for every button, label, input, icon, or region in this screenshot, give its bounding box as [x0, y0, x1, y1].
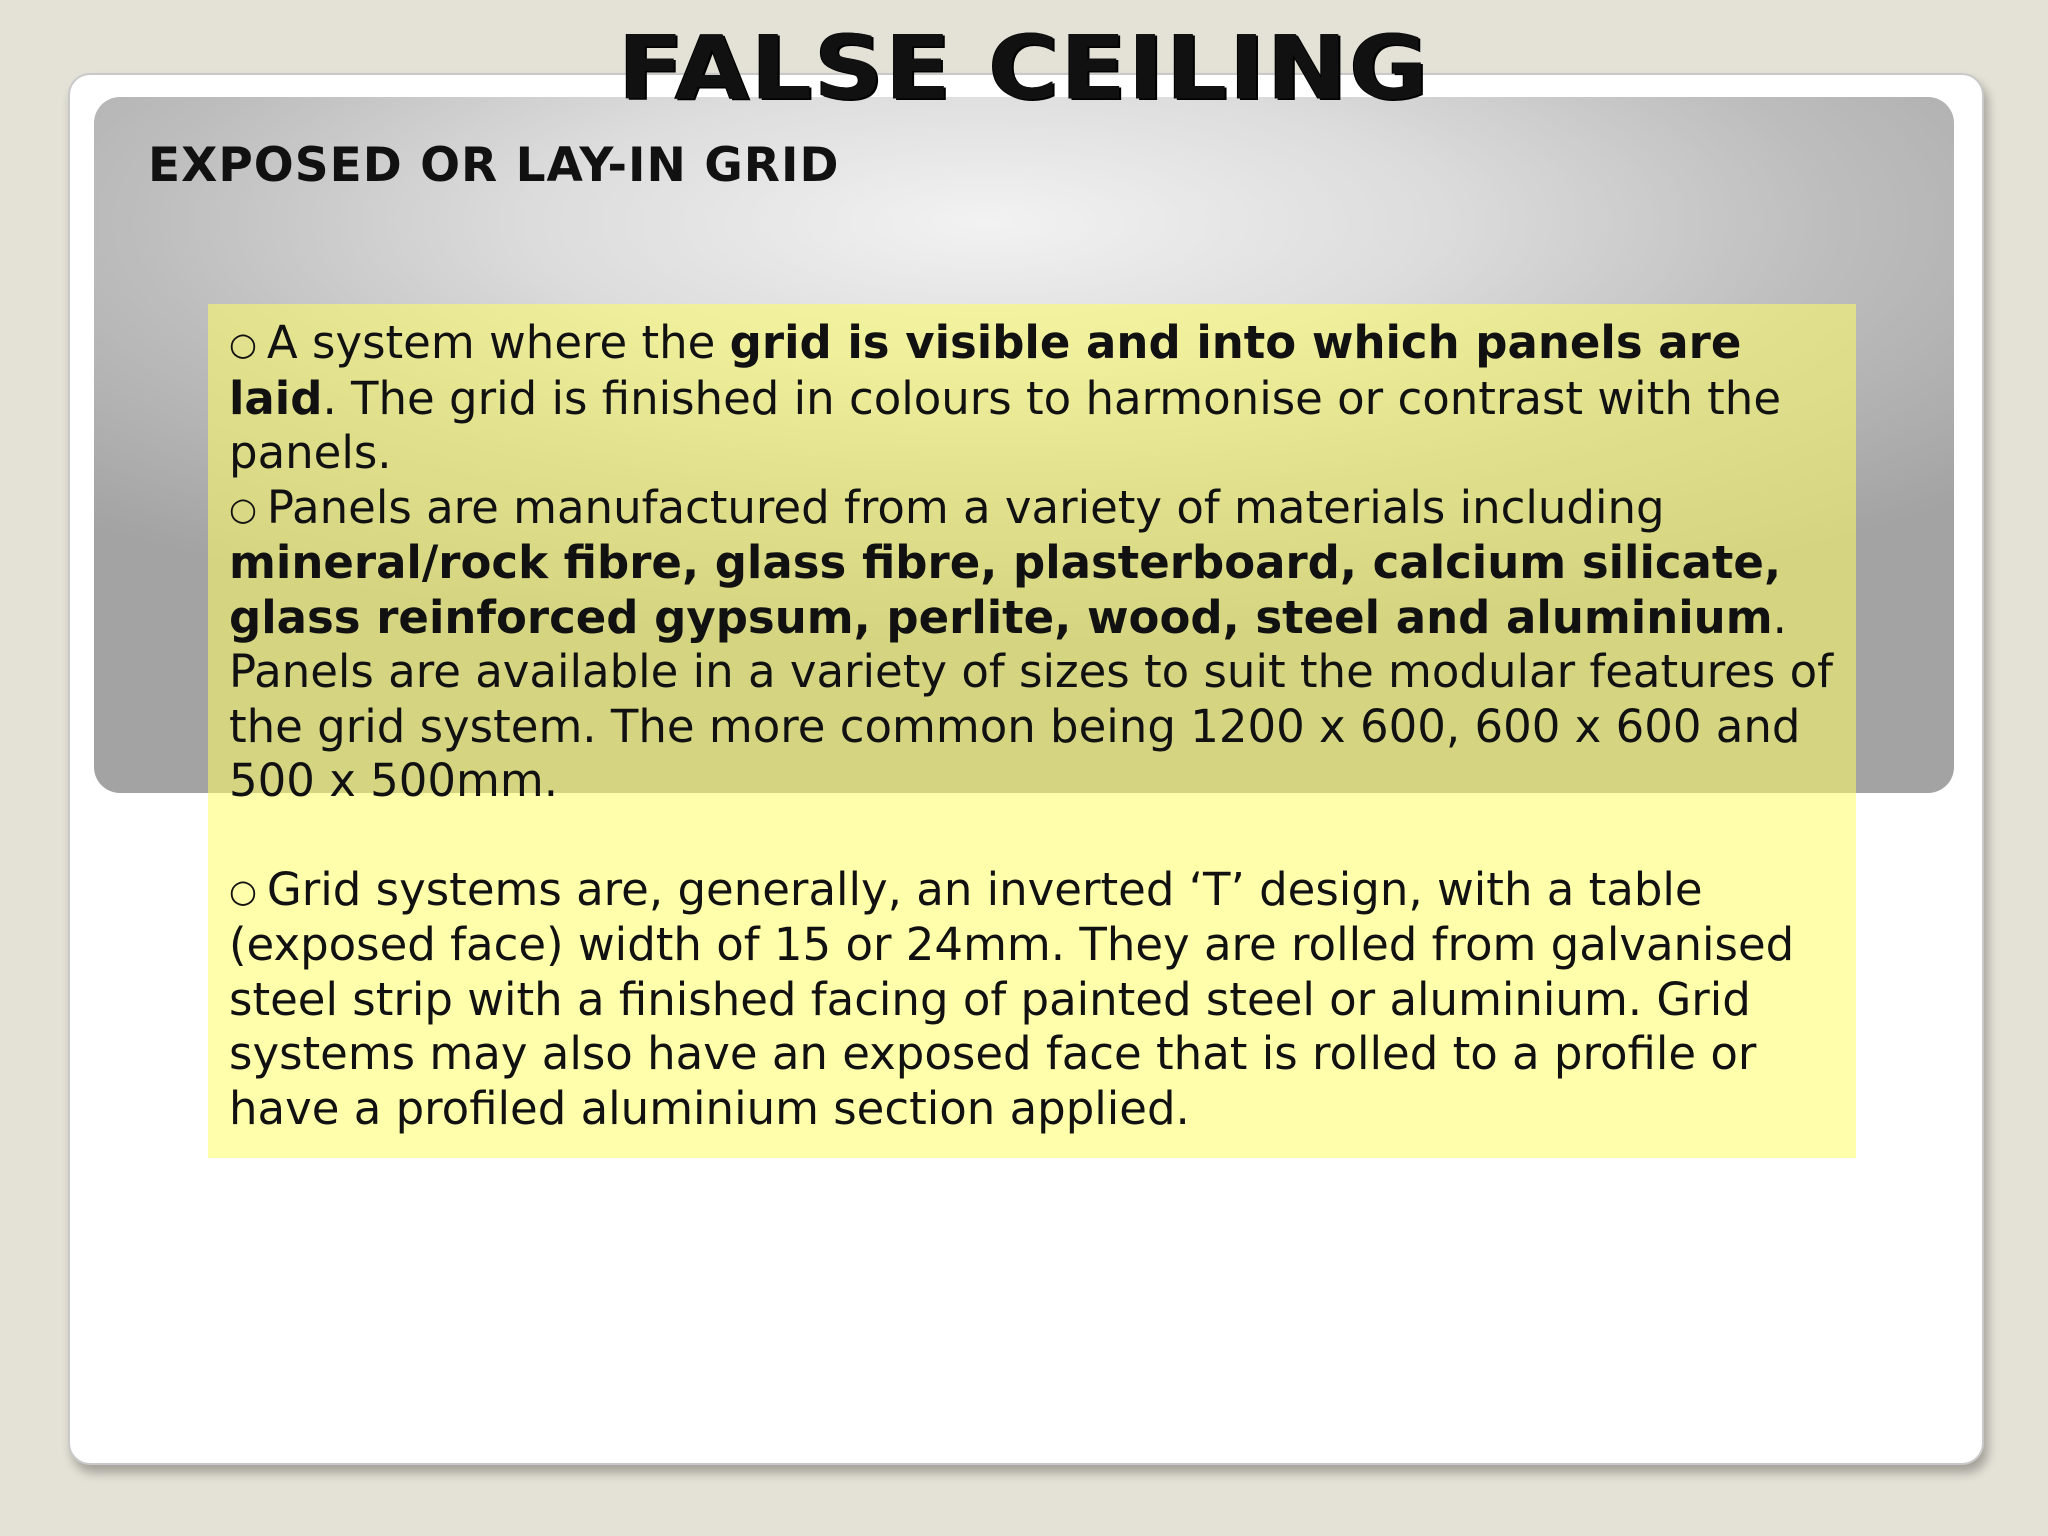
paragraph-text: A system where the: [266, 316, 730, 369]
paragraph-text: Grid systems are, generally, an inverted ‘T’ design, with a table (exposed face) width of 15 or 24mm. They are rolled from galvanised steel strip with a finished facing of painted steel or aluminium. Grid systems may also have an exposed face that is rolled to a profile or have a profiled aluminium section applied.: [229, 862, 1795, 1135]
paragraph-grid-visible: [229, 316, 1853, 481]
paragraph-text: . Panels are available in a variety of sizes to suit the modular features of the grid system. The more common being 1200 x 600, 600 x 600 and 500 x 500mm.: [229, 590, 1833, 807]
paragraph-grid-systems: [229, 863, 1853, 1137]
content-body: [229, 316, 1853, 1136]
bullet-icon: ○: [229, 871, 257, 910]
paragraph-bold-text: mineral/rock fibre, glass fibre, plasterboard, calcium silicate, glass reinforced gypsum, perlite, wood, steel and aluminium: [229, 536, 1782, 644]
slide-title: FALSE CEILING: [618, 16, 1430, 120]
bullet-icon: ○: [229, 325, 257, 363]
paragraph-bold-text: grid is visible and into which panels are laid: [229, 316, 1742, 425]
paragraph-text: . The grid is finished in colours to harmonise or contrast with the panels.: [229, 371, 1782, 479]
slide-subtitle: EXPOSED OR LAY-IN GRID: [148, 138, 840, 193]
paragraph-text: Panels are manufactured from a variety of materials including: [266, 480, 1665, 534]
bullet-icon: ○: [229, 489, 257, 528]
paragraph-panel-materials: [229, 481, 1853, 809]
